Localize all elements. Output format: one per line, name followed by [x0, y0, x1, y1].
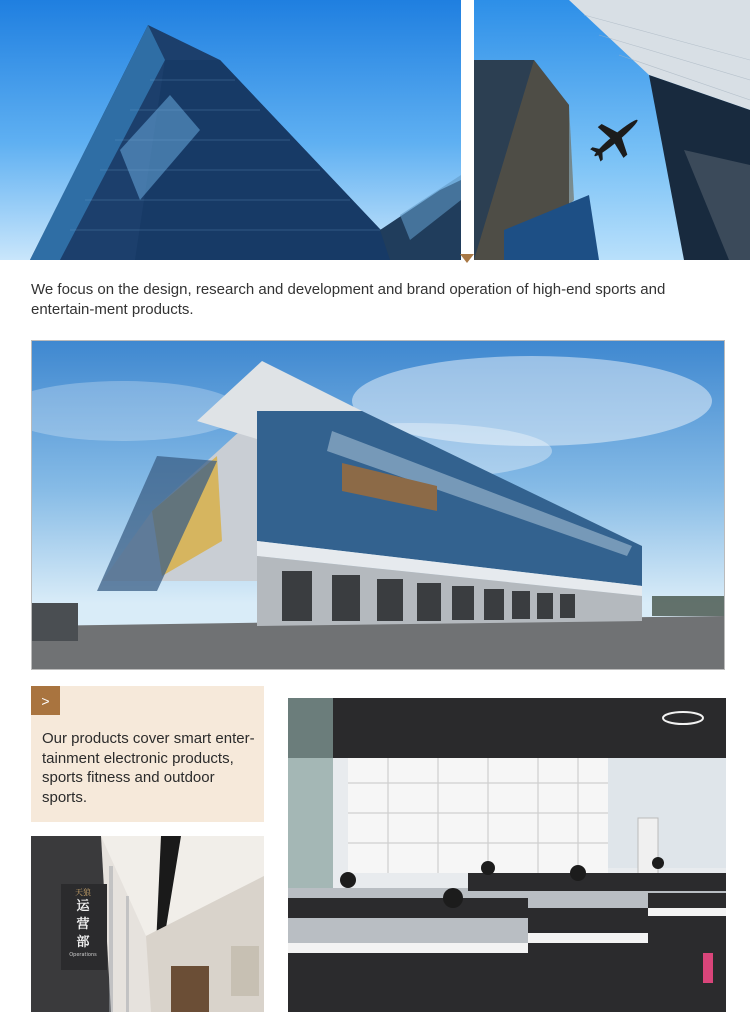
sign-char-3: 部	[76, 935, 90, 950]
airplane-skyscrapers-photo	[474, 0, 750, 260]
sign-logo: 天狼	[75, 888, 91, 897]
airplane-icon	[582, 105, 651, 172]
warehouse-illustration	[32, 341, 724, 669]
sign-subtitle: Operations	[69, 952, 97, 958]
skyscraper-illustration	[0, 0, 461, 260]
skyscraper-photo	[0, 0, 461, 260]
office-illustration	[288, 698, 726, 1012]
warehouse-building-photo	[31, 340, 725, 670]
intro-paragraph: We focus on the design, research and development and brand operation of high-end sports and entertain-ment products.	[31, 281, 666, 318]
sign-char-2: 营	[76, 917, 90, 932]
sign-char-1: 运	[76, 899, 90, 914]
arrow-right-icon[interactable]: >	[31, 686, 60, 715]
airplane-illustration	[474, 0, 750, 260]
pointer-triangle-icon	[460, 254, 474, 263]
office-workspace-photo	[288, 698, 726, 1012]
sign-text-group	[63, 888, 103, 968]
product-card-text: Our products cover smart enter-tainment electronic products, sports fitness and outdoor sports.	[42, 730, 255, 806]
